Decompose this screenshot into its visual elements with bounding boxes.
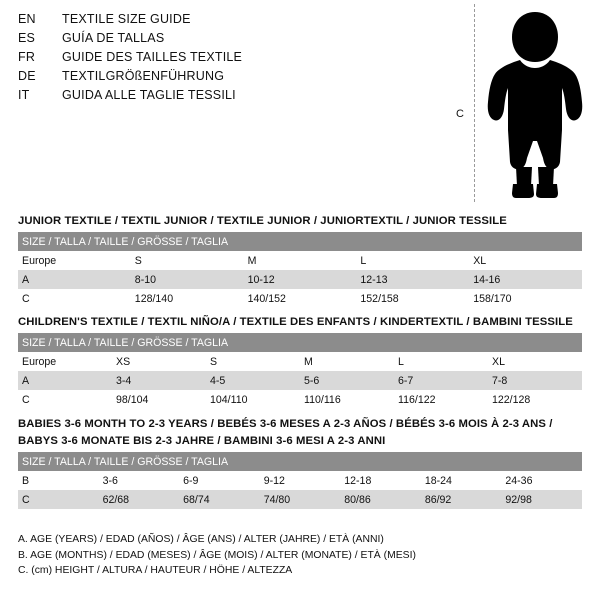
row-cell: 140/152 [244, 289, 357, 308]
row-cell: 6-9 [179, 471, 260, 490]
language-row [18, 88, 438, 107]
row-label: C [18, 390, 112, 409]
section-junior [18, 215, 582, 308]
row-cell: 122/128 [488, 390, 582, 409]
table-row [18, 490, 582, 509]
table-row [18, 352, 582, 371]
language-row [18, 69, 438, 88]
section-children [18, 316, 582, 409]
row-cell: 14-16 [469, 270, 582, 289]
row-label: Europe [18, 251, 131, 270]
row-cell: 6-7 [394, 371, 488, 390]
table-header-label: SIZE / TALLA / TAILLE / GRÖSSE / TAGLIA [18, 452, 582, 471]
table-header-row [18, 333, 582, 352]
footnote-age-months: B. AGE (MONTHS) / EDAD (MESES) / ÂGE (MOIS) / ALTER (MONATE) / ETÀ (MESI) [18, 549, 416, 561]
table-header-label: SIZE / TALLA / TAILLE / GRÖSSE / TAGLIA [18, 232, 582, 251]
row-cell: 116/122 [394, 390, 488, 409]
row-cell: 86/92 [421, 490, 502, 509]
row-cell: L [356, 251, 469, 270]
row-cell: 5-6 [300, 371, 394, 390]
language-code: DE [18, 69, 36, 83]
table-row [18, 251, 582, 270]
row-label: A [18, 270, 131, 289]
row-cell: 98/104 [112, 390, 206, 409]
footnote-age-years: A. AGE (YEARS) / EDAD (AÑOS) / ÂGE (ANS) / ALTER (JAHRE) / ETÀ (ANNI) [18, 534, 384, 545]
section-title: CHILDREN'S TEXTILE / TEXTIL NIÑO/A / TEXTILE DES ENFANTS / KINDERTEXTIL / BAMBINI TESSILE [18, 316, 573, 328]
language-code: IT [18, 88, 30, 102]
row-cell: 9-12 [260, 471, 341, 490]
child-silhouette-icon [480, 10, 590, 205]
language-row [18, 50, 438, 69]
row-cell: M [244, 251, 357, 270]
row-cell: S [131, 251, 244, 270]
language-row [18, 12, 438, 31]
row-cell: XL [488, 352, 582, 371]
children-size-table [18, 333, 582, 409]
row-cell: 74/80 [260, 490, 341, 509]
language-title: GUIDA ALLE TAGLIE TESSILI [62, 88, 236, 102]
row-cell: 18-24 [421, 471, 502, 490]
language-title: GUIDE DES TAILLES TEXTILE [62, 50, 243, 64]
table-row [18, 390, 582, 409]
figure-area [440, 4, 590, 204]
language-code: ES [18, 31, 36, 45]
row-cell: M [300, 352, 394, 371]
section-title: JUNIOR TEXTILE / TEXTIL JUNIOR / TEXTILE JUNIOR / JUNIORTEXTIL / JUNIOR TESSILE [18, 215, 507, 227]
row-cell: 92/98 [501, 490, 582, 509]
row-cell: 7-8 [488, 371, 582, 390]
table-row [18, 289, 582, 308]
row-cell: 10-12 [244, 270, 357, 289]
footnotes [18, 532, 582, 579]
babies-size-table [18, 452, 582, 509]
row-cell: 158/170 [469, 289, 582, 308]
row-cell: 128/140 [131, 289, 244, 308]
language-title: TEXTILGRÖßENFÜHRUNG [62, 69, 225, 83]
row-cell: 68/74 [179, 490, 260, 509]
row-cell: 110/116 [300, 390, 394, 409]
row-cell: 4-5 [206, 371, 300, 390]
row-cell: 104/110 [206, 390, 300, 409]
section-babies [18, 418, 582, 509]
table-row [18, 371, 582, 390]
row-label: A [18, 371, 112, 390]
row-cell: 24-36 [501, 471, 582, 490]
row-label: Europe [18, 352, 112, 371]
row-cell: 80/86 [340, 490, 421, 509]
language-title: GUÍA DE TALLAS [62, 31, 165, 45]
row-cell: 12-13 [356, 270, 469, 289]
height-measure-label: C [456, 108, 464, 120]
row-cell: S [206, 352, 300, 371]
table-row [18, 270, 582, 289]
row-cell: XL [469, 251, 582, 270]
footnote-height: C. (cm) HEIGHT / ALTURA / HAUTEUR / HÖHE / ALTEZZA [18, 565, 293, 576]
row-cell: XS [112, 352, 206, 371]
language-code: FR [18, 50, 36, 64]
table-row [18, 471, 582, 490]
row-label: C [18, 289, 131, 308]
section-title: BABIES 3-6 MONTH TO 2-3 YEARS / BEBÉS 3-6 MESES A 2-3 AÑOS / BÉBÉS 3-6 MOIS À 2-3 ANS / [18, 418, 553, 430]
language-title: TEXTILE SIZE GUIDE [62, 12, 191, 26]
language-header [18, 12, 438, 107]
row-cell: 3-6 [99, 471, 180, 490]
row-label: B [18, 471, 99, 490]
junior-size-table [18, 232, 582, 308]
row-cell: 62/68 [99, 490, 180, 509]
language-code: EN [18, 12, 36, 26]
row-label: C [18, 490, 99, 509]
table-header-label: SIZE / TALLA / TAILLE / GRÖSSE / TAGLIA [18, 333, 582, 352]
language-row [18, 31, 438, 50]
section-title-line2: BABYS 3-6 MONATE BIS 2-3 JAHRE / BAMBINI 3-6 MESI A 2-3 ANNI [18, 435, 386, 447]
table-header-row [18, 232, 582, 251]
row-cell: 3-4 [112, 371, 206, 390]
row-cell: L [394, 352, 488, 371]
row-cell: 152/158 [356, 289, 469, 308]
row-cell: 12-18 [340, 471, 421, 490]
table-header-row [18, 452, 582, 471]
row-cell: 8-10 [131, 270, 244, 289]
height-measure-line [474, 4, 475, 202]
